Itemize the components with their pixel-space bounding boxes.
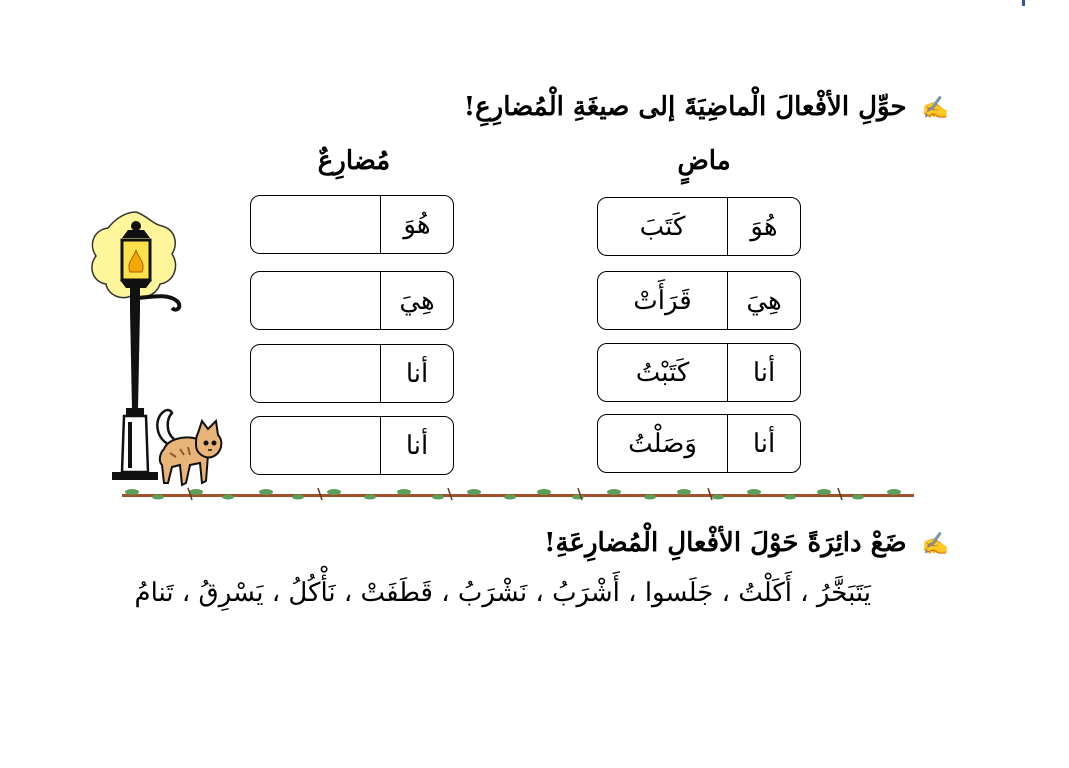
past-row [597,197,801,256]
vine-divider [118,484,918,504]
past-verb: كَتَبْتُ [635,357,690,388]
present-pronoun: أنا [380,345,453,402]
present-answer-field[interactable] [251,272,380,329]
instruction-2-text: ضَعْ دائِرَةً حَوْلَ الأفْعالِ الْمُضارِعَةِ! [544,528,907,558]
writing-hand-icon: ✍ [921,95,949,121]
past-row [597,271,801,330]
present-row [250,344,454,403]
present-answer-field[interactable] [251,345,380,402]
past-verb: كَتَبَ [639,211,686,242]
present-answer-field[interactable] [251,196,380,253]
past-pronoun: أنا [727,415,800,472]
past-pronoun: هِيَ [727,272,800,329]
present-row [250,271,454,330]
instruction-2 [544,528,949,558]
past-pronoun: هُوَ [727,198,800,255]
present-pronoun: هِيَ [380,272,453,329]
present-row [250,416,454,475]
past-verb: وَصَلْتُ [628,428,697,459]
header-present: مُضارِعٌ [317,146,391,176]
present-pronoun: هُوَ [380,196,453,253]
instruction-1 [464,92,949,122]
verb-word-list: يَتَبَخَّرُ ، أَكَلْتُ ، جَلَسوا ، أَشْرَبُ ، نَشْرَبُ ، قَطَفَتْ ، نَأْكُلُ ، يَسْرِقُ ، تَنامُ [134,578,871,608]
past-pronoun: أنا [727,344,800,401]
instruction-1-text: حوِّلِ الأفْعالَ الْماضِيَةَ إلى صيغَةِ الْمُضارِعِ! [463,92,907,122]
header-past: ماضٍ [677,146,731,176]
present-row [250,195,454,254]
present-answer-field[interactable] [251,417,380,474]
past-row [597,343,801,402]
past-verb: قَرَأَتْ [633,285,692,316]
past-row [597,414,801,473]
writing-hand-icon: ✍ [921,531,949,557]
corner-mark [1022,0,1025,6]
cat-illustration [150,405,232,490]
present-pronoun: أنا [380,417,453,474]
